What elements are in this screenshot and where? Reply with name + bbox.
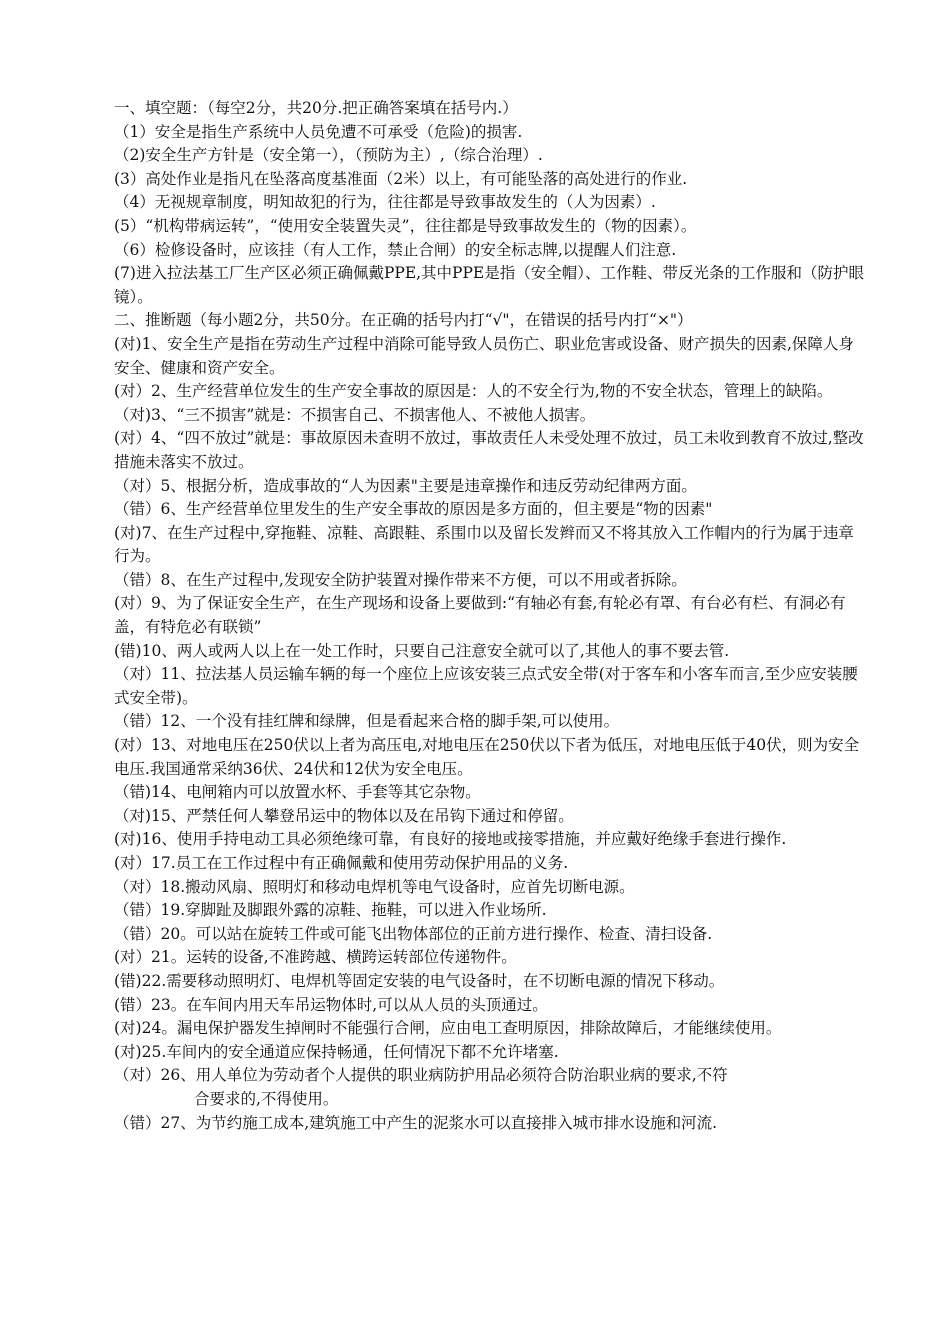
fill-item-3: (3）高处作业是指凡在坠落高度基准面（2米）以上，有可能坠落的高处进行的作业. [114, 169, 688, 188]
document-body [114, 97, 864, 1135]
judge-item-15: （对)15、严禁任何人攀登吊运中的物体以及在吊钩下通过和停留。 [114, 806, 574, 825]
judge-item-25: (对)25.车间内的安全通道应保持畅通，任何情况下都不允许堵塞. [114, 1042, 559, 1061]
fill-item-2: （2)安全生产方针是（安全第一），（预防为主）,（综合治理）. [114, 146, 543, 165]
judge-item-27: （错）27、为节约施工成本,建筑施工中产生的泥浆水可以直接排入城市排水设施和河流. [114, 1113, 718, 1132]
fill-item-7: (7)进入拉法基工厂生产区必须正确佩戴PPE,其中PPE是指（安全帽）、工作鞋、带反光条的工作服和（防护眼镜）。 [114, 264, 864, 306]
judge-item-17: (对）17.员工在工作过程中有正确佩戴和使用劳动保护用品的义务. [114, 854, 569, 872]
judge-item-14: （错)14、电闸箱内可以放置水杯、手套等其它杂物。 [114, 783, 481, 802]
judge-item-12: （错）12、一个没有挂红牌和绿牌，但是看起来合格的脚手架,可以使用。 [114, 712, 620, 731]
judge-item-18: （对）18.搬动风扇、照明灯和移动电焊机等电气设备时，应首先切断电源。 [114, 877, 635, 896]
judge-item-1: (对)1、安全生产是指在劳动生产过程中消除可能导致人员伤亡、职业危害或设备、财产损失的因素,保障人身安全、健康和资产安全。 [114, 334, 854, 377]
section-1-title: 一、填空题：（每空2分，共20分.把正确答案填在括号内.） [114, 99, 518, 117]
section-2-title: 二、推断题（每小题2分，共50分。在正确的括号内打“√"，在错误的括号内打“×"） [114, 311, 693, 330]
judge-item-10: (错)10、两人或两人以上在一处工作时，只要自己注意安全就可以了,其他人的事不要去管. [114, 641, 730, 660]
judge-item-19: （错）19.穿脚趾及脚跟外露的凉鞋、拖鞋，可以进入作业场所. [114, 901, 547, 920]
judge-item-20: （错）20。可以站在旋转工件或可能飞出物体部位的正前方进行操作、检查、清扫设备. [114, 924, 713, 943]
judge-item-7: (对)7、在生产过程中,穿拖鞋、凉鞋、高跟鞋、系围巾以及留长发辫而又不将其放入工作帽内的行为属于违章行为。 [114, 523, 854, 566]
judge-item-22: (错)22.需要移动照明灯、电焊机等固定安装的电气设备时，在不切断电源的情况下移动。 [114, 971, 725, 990]
judge-item-3: （对)3、“三不损害”就是：不损害自己、不损害他人、不被他人损害。 [114, 405, 596, 424]
judge-item-8: （错）8、在生产过程中,发现安全防护装置对操作带来不方便，可以不用或者拆除。 [114, 570, 687, 589]
judge-item-21: (对）21。运转的设备,不准跨越、横跨运转部位传递物件。 [114, 948, 517, 967]
judge-item-6: （错）6、生产经营单位里发生的生产安全事故的原因是多方面的，但主要是“物的因素" [114, 500, 713, 519]
judge-item-13: (对）13、对地电压在250伏以上者为高压电,对地电压在250伏以下者为低压，对地电压低于40伏，则为安全电压.我国通常采纳36伏、24伏和12伏为安全电压。 [114, 736, 860, 778]
judge-item-4: (对）4、“四不放过”就是：事故原因未查明不放过，事故责任人未受处理不放过，员工未收到教育不放过,整改措施未落实不放过。 [114, 429, 864, 471]
judge-item-11: （对）11、拉法基人员运输车辆的每一个座位上应该安装三点式安全带(对于客车和小客车而言,至少应安装腰式安全带)。 [114, 665, 858, 707]
fill-item-5: (5）“机构带病运转”，“使用安全装置失灵”，往往都是导致事故发生的（物的因素）。 [114, 216, 697, 235]
fill-item-6: （6）检修设备时，应该挂（有人工作，禁止合闸）的安全标志牌,以提醒人们注意. [114, 240, 677, 259]
fill-item-4: （4）无视规章制度，明知故犯的行为，往往都是导致事故发生的（人为因素）. [114, 193, 656, 212]
judge-item-5: （对）5、根据分析，造成事故的“人为因素"主要是违章操作和违反劳动纪律两方面。 [114, 476, 697, 495]
judge-item-26: （对）26、用人单位为劳动者个人提供的职业病防护用品必须符合防治职业病的要求,不符 [114, 1066, 728, 1085]
judge-item-23: (错）23。在车间内用天车吊运物体时,可以从人员的头顶通过。 [114, 995, 548, 1014]
fill-item-1: （1）安全是指生产系统中人员免遭不可承受（危险)的损害. [114, 122, 523, 141]
judge-item-16: (对)16、使用手持电动工具必须绝缘可靠，有良好的接地或接零措施，并应戴好绝缘手套进行操作. [114, 830, 787, 849]
judge-item-24: (对)24。漏电保护器发生掉闸时不能强行合闸，应由电工查明原因，排除故障后，才能继续使用。 [114, 1019, 782, 1038]
judge-item-2: (对）2、生产经营单位发生的生产安全事故的原因是：人的不安全行为,物的不安全状态，管理上的缺陷。 [114, 382, 833, 401]
judge-item-9: (对）9、为了保证安全生产，在生产现场和设备上要做到:“有轴必有套,有轮必有罩、有台必有栏、有洞必有盖，有特危必有联锁” [114, 594, 846, 637]
judge-item-26-continued: 合要求的,不得使用。 [194, 1089, 339, 1108]
